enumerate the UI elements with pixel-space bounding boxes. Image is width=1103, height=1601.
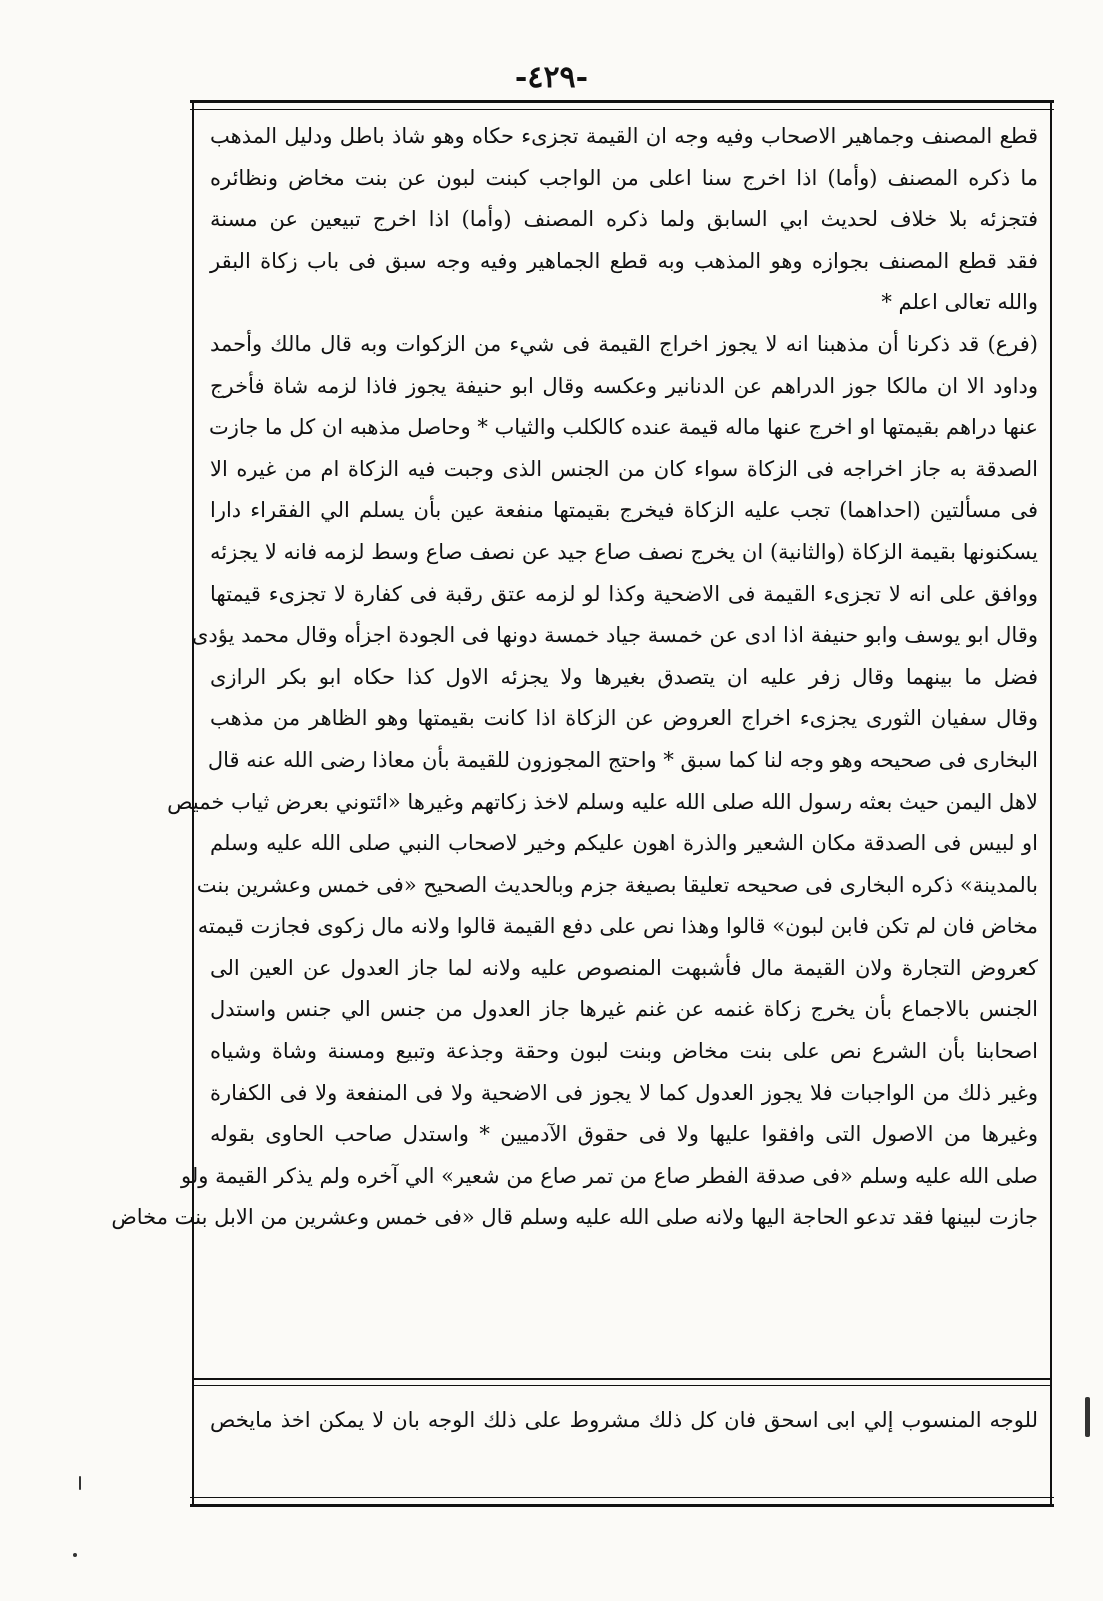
main-text-block xyxy=(111,116,1038,1239)
text-line: جازت لبينها فقد تدعو الحاجة اليها ولانه صلى الله عليه وسلم قال «فى خمس وعشرين من الابل بنت مخاض xyxy=(111,1205,1038,1230)
text-line: او لبيس فى الصدقة مكان الشعير والذرة اهون عليكم وخير لاصحاب النبي صلى الله عليه وسلم xyxy=(210,831,1038,856)
text-line: قطع المصنف وجماهير الاصحاب وفيه وجه ان القيمة تجزىء حكاه وهو شاذ باطل ودليل المذهب xyxy=(210,124,1038,148)
text-frame xyxy=(111,100,1052,1507)
page-number: -٤٢٩- xyxy=(514,60,589,95)
text-line: الصدقة به جاز اخراجه فى الزكاة سواء كان من الجنس الذى وجبت فيه الزكاة ام من غيره الا xyxy=(210,456,1038,481)
text-line: فقد قطع المصنف بجوازه وهو المذهب وبه قطع الجماهير وفيه وجه سبق فى باب زكاة البقر xyxy=(210,248,1038,273)
text-line: يسكنونها بقيمة الزكاة (والثانية) ان يخرج نصف صاع جيد عن نصف صاع وسط لزمه فانه لا يجزئه xyxy=(210,539,1038,564)
text-line: وغيرها من الاصول التى وافقوا عليها ولا فى حقوق الآدميين * واستدل صاحب الحاوى بقوله xyxy=(210,1122,1038,1147)
text-line: اصحابنا بأن الشرع نص على بنت مخاض وبنت لبون وحقة وجذعة وتبيع ومسنة وشاة وشياه xyxy=(210,1039,1038,1064)
footnote-text: للوجه المنسوب إلي ابى اسحق فان كل ذلك مشروط على ذلك الوجه بان لا يمكن اخذ مايخص xyxy=(210,1408,1038,1432)
text-line: فتجزئه بلا خلاف لحديث ابي السابق ولما ذكره المصنف (وأما) اذا اخرج تبيعين عن مسنة xyxy=(210,207,1038,232)
scan-speck xyxy=(79,1476,81,1490)
text-line: صلى الله عليه وسلم «فى صدقة الفطر صاع من تمر صاع من شعير» الي آخره ولم يذكر القيمة ولو xyxy=(181,1163,1038,1188)
text-line: وغير ذلك من الواجبات فلا يجوز العدول كما لا يجوز فى الاضحية ولا فى المنفعة ولا فى الكفارة xyxy=(210,1080,1038,1105)
text-line: وقال سفيان الثورى يجزىء اخراج العروض عن الزكاة اذا كانت بقيمتها وهو الظاهر من مذهب xyxy=(210,706,1038,731)
bottom-double-rule xyxy=(190,1497,1054,1507)
text-line: البخارى فى صحيحه وهو وجه لنا كما سبق * واحتج المجوزون للقيمة بأن معاذا رضى الله عنه قال xyxy=(207,747,1038,772)
text-line: بالمدينة» ذكره البخارى فى صحيحه تعليقا بصيغة جزم وبالحديث الصحيح «فى خمس وعشرين بنت xyxy=(196,872,1038,897)
text-line: (فرع) قد ذكرنا أن مذهبنا انه لا يجوز اخراج القيمة فى شيء من الزكوات وبه قال مالك وأحمد xyxy=(210,331,1038,356)
text-line: وداود الا ان مالكا جوز الدراهم عن الدنانير وعكسه وقال ابو حنيفة يجوز فاذا لزمه شاة فأخرج xyxy=(210,373,1038,398)
text-line: ووافق على انه لا تجزىء القيمة فى الاضحية وكذا لو لزمه عتق رقبة فى كفارة لا تجزىء قيمتها xyxy=(210,581,1038,606)
text-line: فضل ما بينهما وقال زفر عليه ان يتصدق بغيرها ولا يجزئه الاول كذا حكاه ابو بكر الرازى xyxy=(210,664,1038,689)
text-line: لاهل اليمن حيث بعثه رسول الله صلى الله عليه وسلم لاخذ زكاتهم وغيرها «ائتوني بعرض ثياب خميص xyxy=(167,789,1038,814)
text-line: عنها دراهم بقيمتها او اخرج عنها ماله قيمة عنده كالكلب والثياب * وحاصل مذهبه ان كل ما جازت xyxy=(209,415,1038,440)
text-line: مخاض فان لم تكن فابن لبون» قالوا وهذا نص على دفع القيمة قالوا ولانه مال زكوى فجازت قيمته xyxy=(197,914,1038,939)
text-line: فى مسألتين (احداهما) تجب عليه الزكاة فيخرج بقيمتها منفعة عين بأن يسلم الي الفقراء دارا xyxy=(210,498,1038,523)
text-line: والله تعالى اعلم * xyxy=(881,290,1038,315)
footnote-separator-rule xyxy=(192,1378,1052,1386)
text-line: وقال ابو يوسف وابو حنيفة اذا ادى عن خمسة جياد خمسة دونها فى الجودة اجزأه وقال محمد يؤدى xyxy=(191,623,1038,648)
scan-speck xyxy=(1085,1397,1090,1437)
text-line: ما ذكره المصنف (وأما) اذا اخرج سنا اعلى من الواجب كبنت لبون عن بنت مخاض ونظائره xyxy=(210,165,1038,190)
top-double-rule xyxy=(190,100,1054,110)
text-line: كعروض التجارة ولان القيمة مال فأشبهت المنصوص عليه ولانه لما جاز العدول عن العين الى xyxy=(210,955,1038,980)
scan-speck xyxy=(73,1553,77,1557)
text-line: الجنس بالاجماع بأن يخرج زكاة غنمه عن غنم غيرها جاز العدول من جنس الي جنس واستدل xyxy=(210,997,1038,1022)
